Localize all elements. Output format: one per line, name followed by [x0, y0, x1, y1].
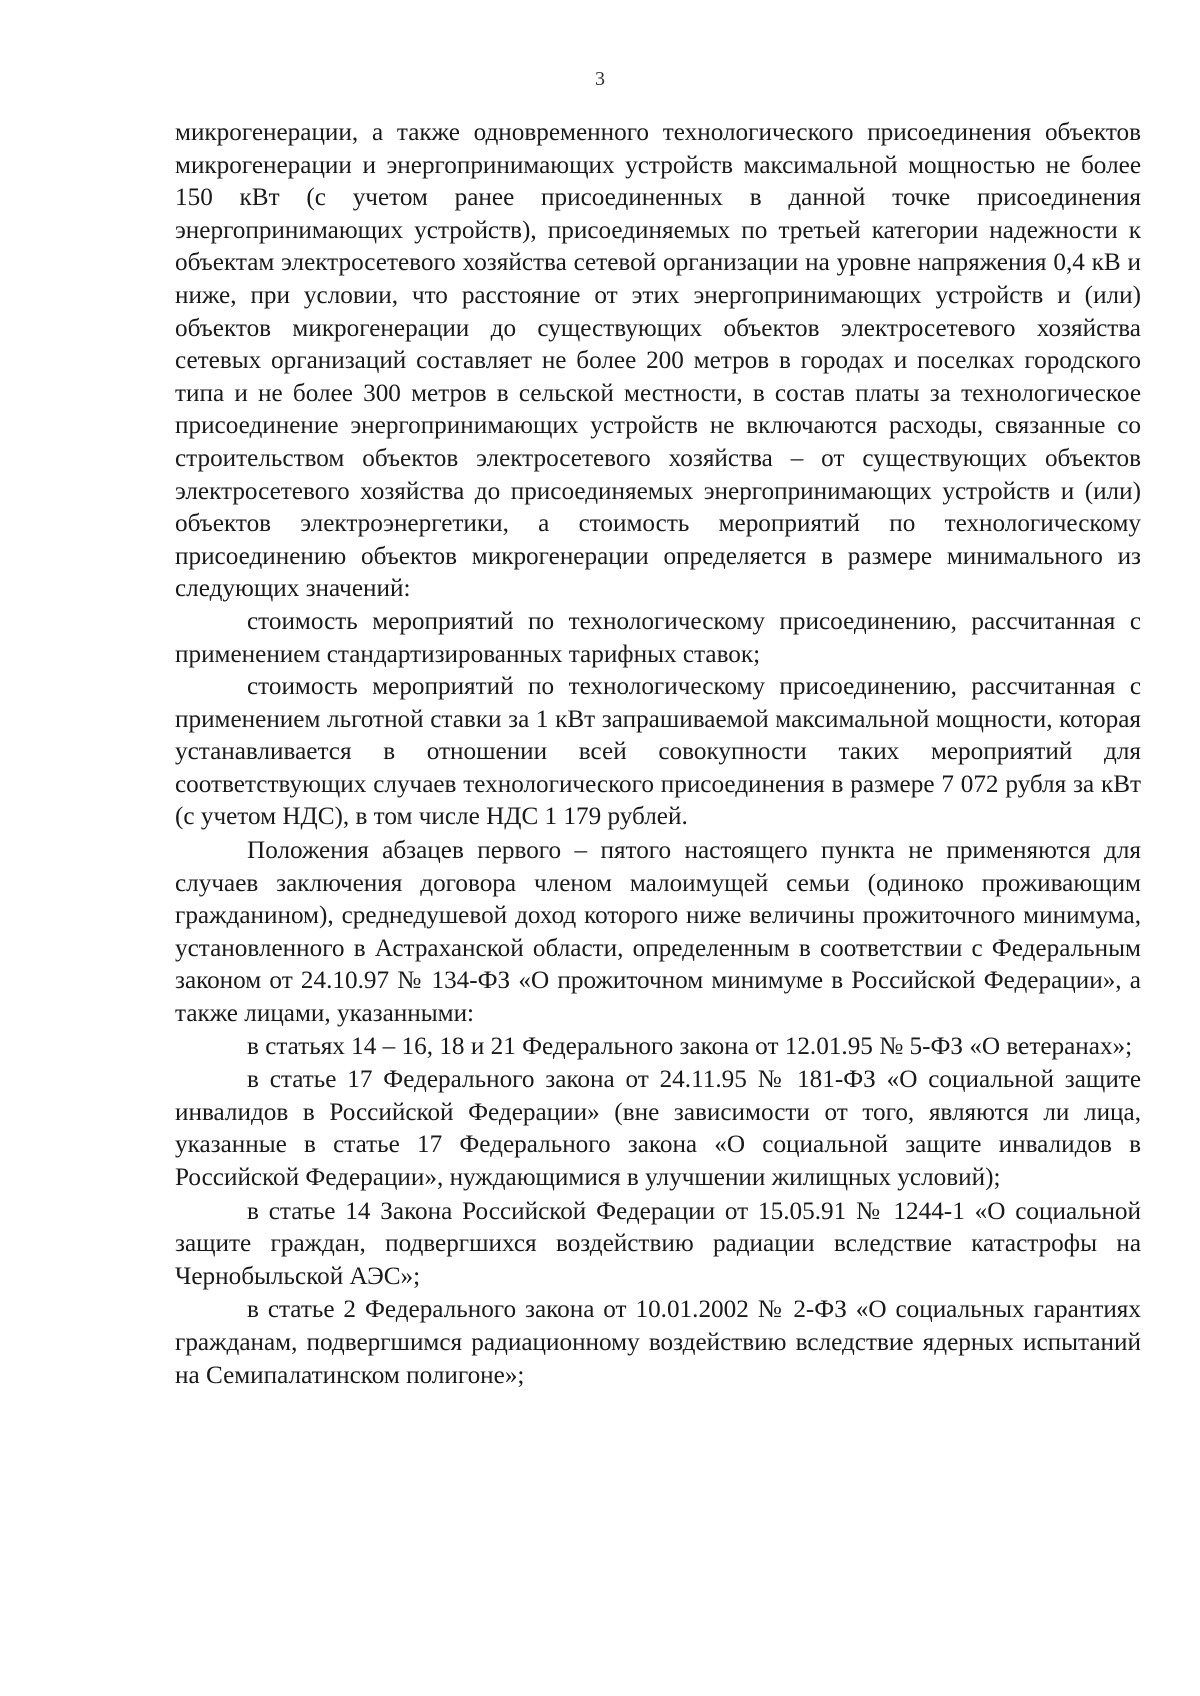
paragraph-microgeneration-conditions: микрогенерации, а также одновременного технологического присоединения объектов микрогенерации и энергопринимающих устройств максимальной мощностью не более 150 кВт (с учетом ранее присоединенных в данной точке присоединения энергопринимающих устройств), присоединяемых по третьей категории надежности к объектам электросетевого хозяйства сетевой организации на уровне напряжения 0,4 кВ и ниже, при условии, что расстояние от этих энергопринимающих устройств и (или) объектов микрогенерации до существующих объектов электросетевого хозяйства сетевых организаций составляет не более 200 метров в городах и поселках городского типа и не более 300 метров в сельской местности, в состав платы за технологическое присоединение энергопринимающих устройств не включаются расходы, связанные со строительством объектов электросетевого хозяйства – от существующих объектов электросетевого хозяйства до присоединяемых энергопринимающих устройств и (или) объектов электроэнергетики, а стоимость мероприятий по технологическому присоединению объектов микрогенерации определяется в размере минимального из следующих значений: — [175, 119, 1141, 603]
paragraph-veterans-law: в статьях 14 – 16, 18 и 21 Федерального закона от 12.01.95 № 5-ФЗ «О ветеранах»; — [247, 1032, 1133, 1060]
paragraph-chernobyl-law: в статье 14 Закона Российской Федерации от 15.05.91 № 1244-1 «О социальной защите граждан, подвергшихся воздействию радиации вследствие катастрофы на Чернобыльской АЭС»; — [175, 1197, 1141, 1290]
paragraph-standard-rates: стоимость мероприятий по технологическому присоединению, рассчитанная с применением стандартизированных тарифных ставок; — [175, 607, 1141, 668]
page-number: 3 — [595, 68, 605, 90]
paragraph-exceptions: Положения абзацев первого – пятого настоящего пункта не применяются для случаев заключения договора членом малоимущей семьи (одиноко проживающим гражданином), среднедушевой доход которого ниже величины прожиточного минимума, установленного в Астраханской области, определенным в соответствии с Федеральным законом от 24.10.97 № 134-ФЗ «О прожиточном минимуме в Российской Федерации», а также лицами, указанными: — [175, 837, 1141, 1028]
paragraph-preferential-rate: стоимость мероприятий по технологическому присоединению, рассчитанная с применением льготной ставки за 1 кВт запрашиваемой максимальной мощности, которая устанавливается в отношении всей совокупности таких мероприятий для соответствующих случаев технологического присоединения в размере 7 072 рубля за кВт (с учетом НДС), в том числе НДС 1 179 рублей. — [175, 673, 1141, 831]
paragraph-disabled-persons-law: в статье 17 Федерального закона от 24.11.95 № 181-ФЗ «О социальной защите инвалидов в Российской Федерации» (вне зависимости от того, являются ли лица, указанные в статье 17 Федерального закона «О социальной защите инвалидов в Российской Федерации», нуждающимися в улучшении жилищных условий); — [175, 1066, 1141, 1191]
document-body — [175, 117, 1141, 1392]
paragraph-semipalatinsk-law: в статье 2 Федерального закона от 10.01.2002 № 2-ФЗ «О социальных гарантиях гражданам, подвергшимся радиационному воздействию вследствие ядерных испытаний на Семипалатинском полигоне»; — [175, 1296, 1141, 1389]
